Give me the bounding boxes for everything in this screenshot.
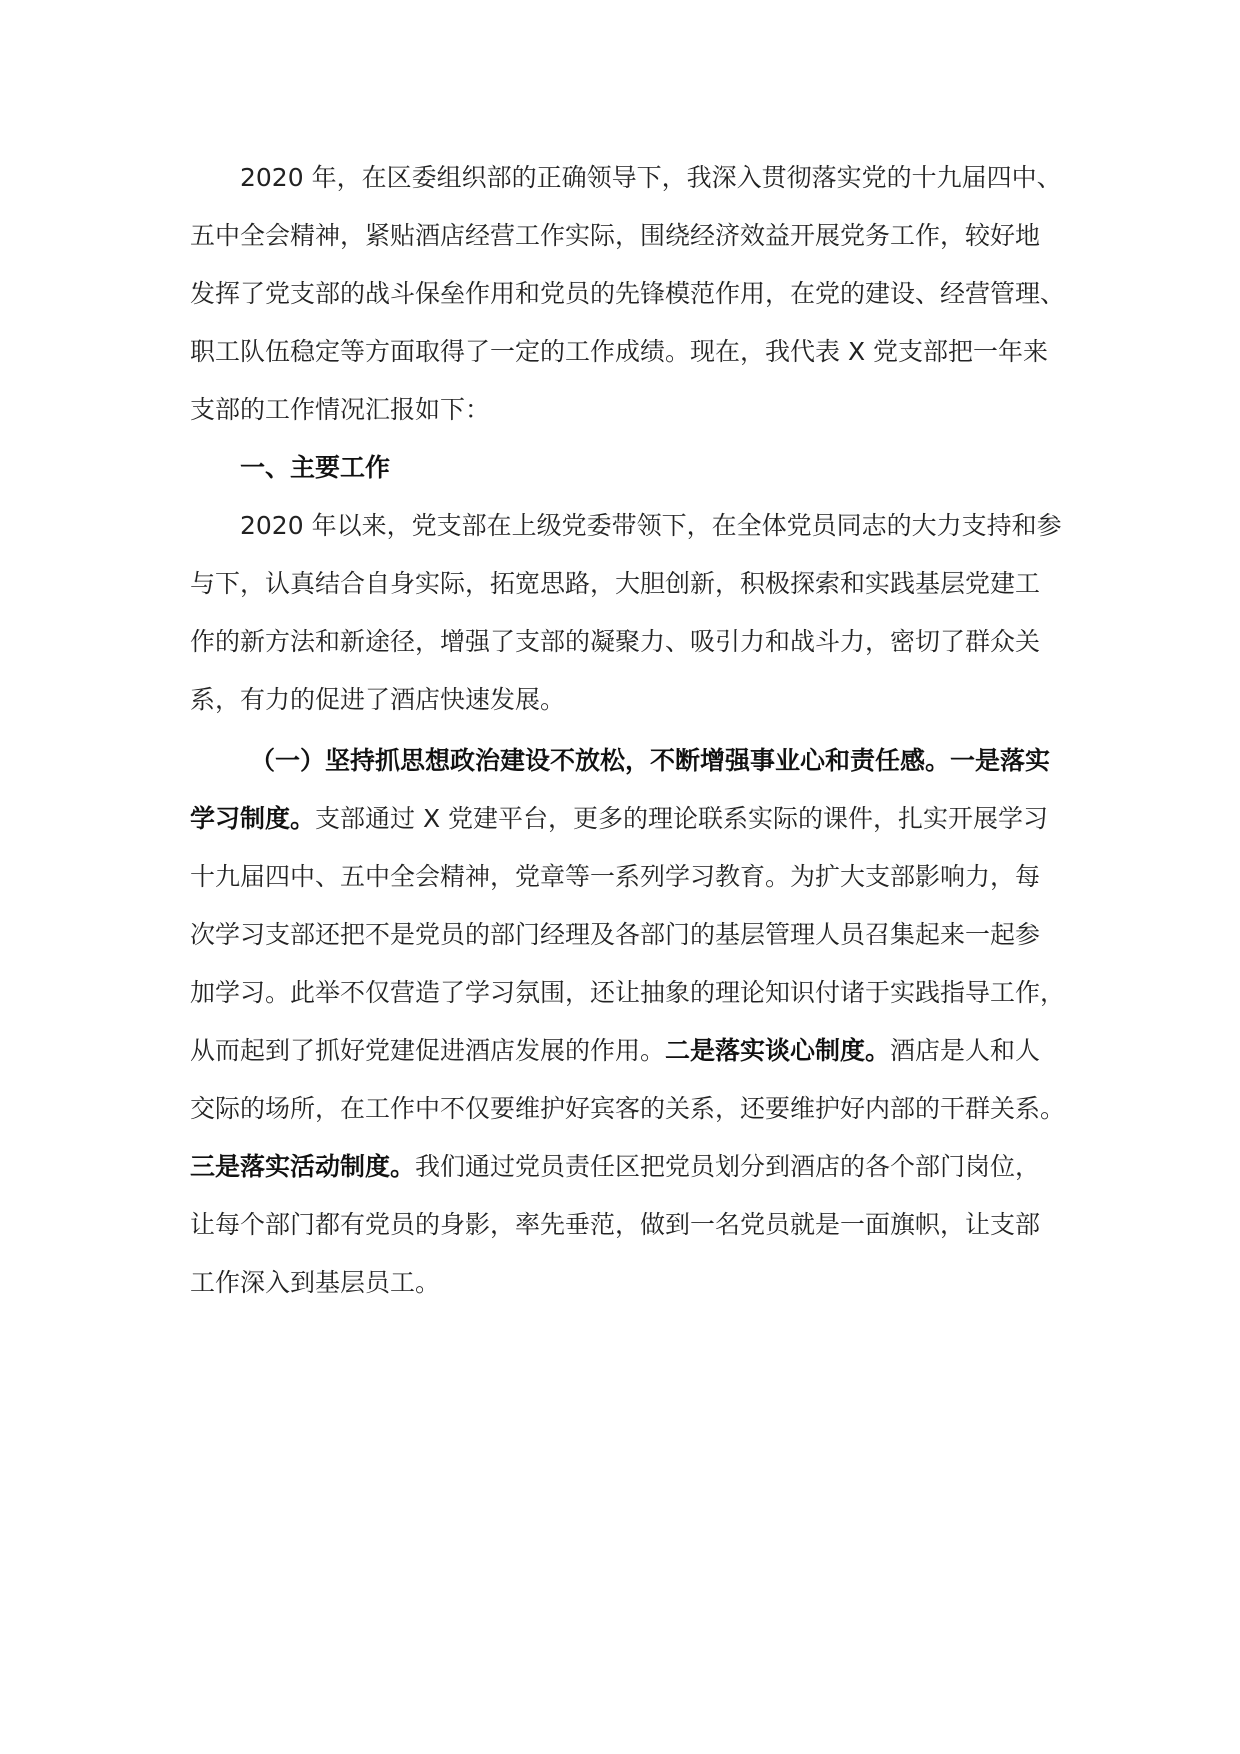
section1-line-4: 系，有力的促进了酒店快速发展。 [190,685,566,714]
subsection-line-2 [190,801,1048,837]
intro-line-2: 五中全会精神，紧贴酒店经营工作实际，围绕经济效益开展党务工作，较好地 [190,221,1041,250]
point1-label-b: 学习制度。 [190,804,316,833]
point3-text: 我们通过党员责任区把党员划分到酒店的各个部门岗位， [415,1152,1041,1181]
subsection-line-10: 工作深入到基层员工。 [190,1268,441,1297]
subsection-line-4: 次学习支部还把不是党员的部门经理及各部门的基层管理人员召集起来一起参 [190,920,1041,949]
intro-line-1: 2020 年，在区委组织部的正确领导下，我深入贯彻落实党的十九届四中、 [240,163,1062,192]
subsection-line-7: 交际的场所，在工作中不仅要维护好宾客的关系，还要维护好内部的干群关系。 [190,1094,1066,1123]
point2-label: 二是落实谈心制度。 [665,1036,891,1065]
intro-line-3: 发挥了党支部的战斗保垒作用和党员的先锋模范作用，在党的建设、经营管理、 [190,279,1066,308]
subsection-title: （一）坚持抓思想政治建设不放松，不断增强事业心和责任感。 [250,746,951,775]
subsection-line-3: 十九届四中、五中全会精神，党章等一系列学习教育。为扩大支部影响力，每 [190,862,1041,891]
point1-label-a: 一是落实 [950,746,1051,775]
line6-post-text: 酒店是人和人 [890,1036,1041,1065]
subsection-line-5: 加学习。此举不仅营造了学习氛围，还让抽象的理论知识付诸于实践指导工作， [190,978,1066,1007]
section1-line-2: 与下，认真结合自身实际，拓宽思路，大胆创新，积极探索和实践基层党建工 [190,569,1041,598]
intro-line-5: 支部的工作情况汇报如下： [190,395,491,424]
section1-line-3: 作的新方法和新途径，增强了支部的凝聚力、吸引力和战斗力，密切了群众关 [190,627,1041,656]
section-heading: 一、主要工作 [240,453,391,482]
subsection-line-8 [190,1149,1040,1185]
line6-pre-text: 从而起到了抓好党建促进酒店发展的作用。 [190,1036,666,1065]
section1-line-1: 2020 年以来，党支部在上级党委带领下，在全体党员同志的大力支持和参 [240,511,1062,540]
subsection-line-9: 让每个部门都有党员的身影，率先垂范，做到一名党员就是一面旗帜，让支部 [190,1210,1041,1239]
point3-label: 三是落实活动制度。 [190,1152,416,1181]
subsection-line-1 [250,743,1050,779]
subsection-line-6 [190,1033,1040,1069]
intro-line-4: 职工队伍稳定等方面取得了一定的工作成绩。现在，我代表 X 党支部把一年来 [190,337,1049,366]
point1-text: 支部通过 X 党建平台，更多的理论联系实际的课件，扎实开展学习 [315,804,1049,833]
